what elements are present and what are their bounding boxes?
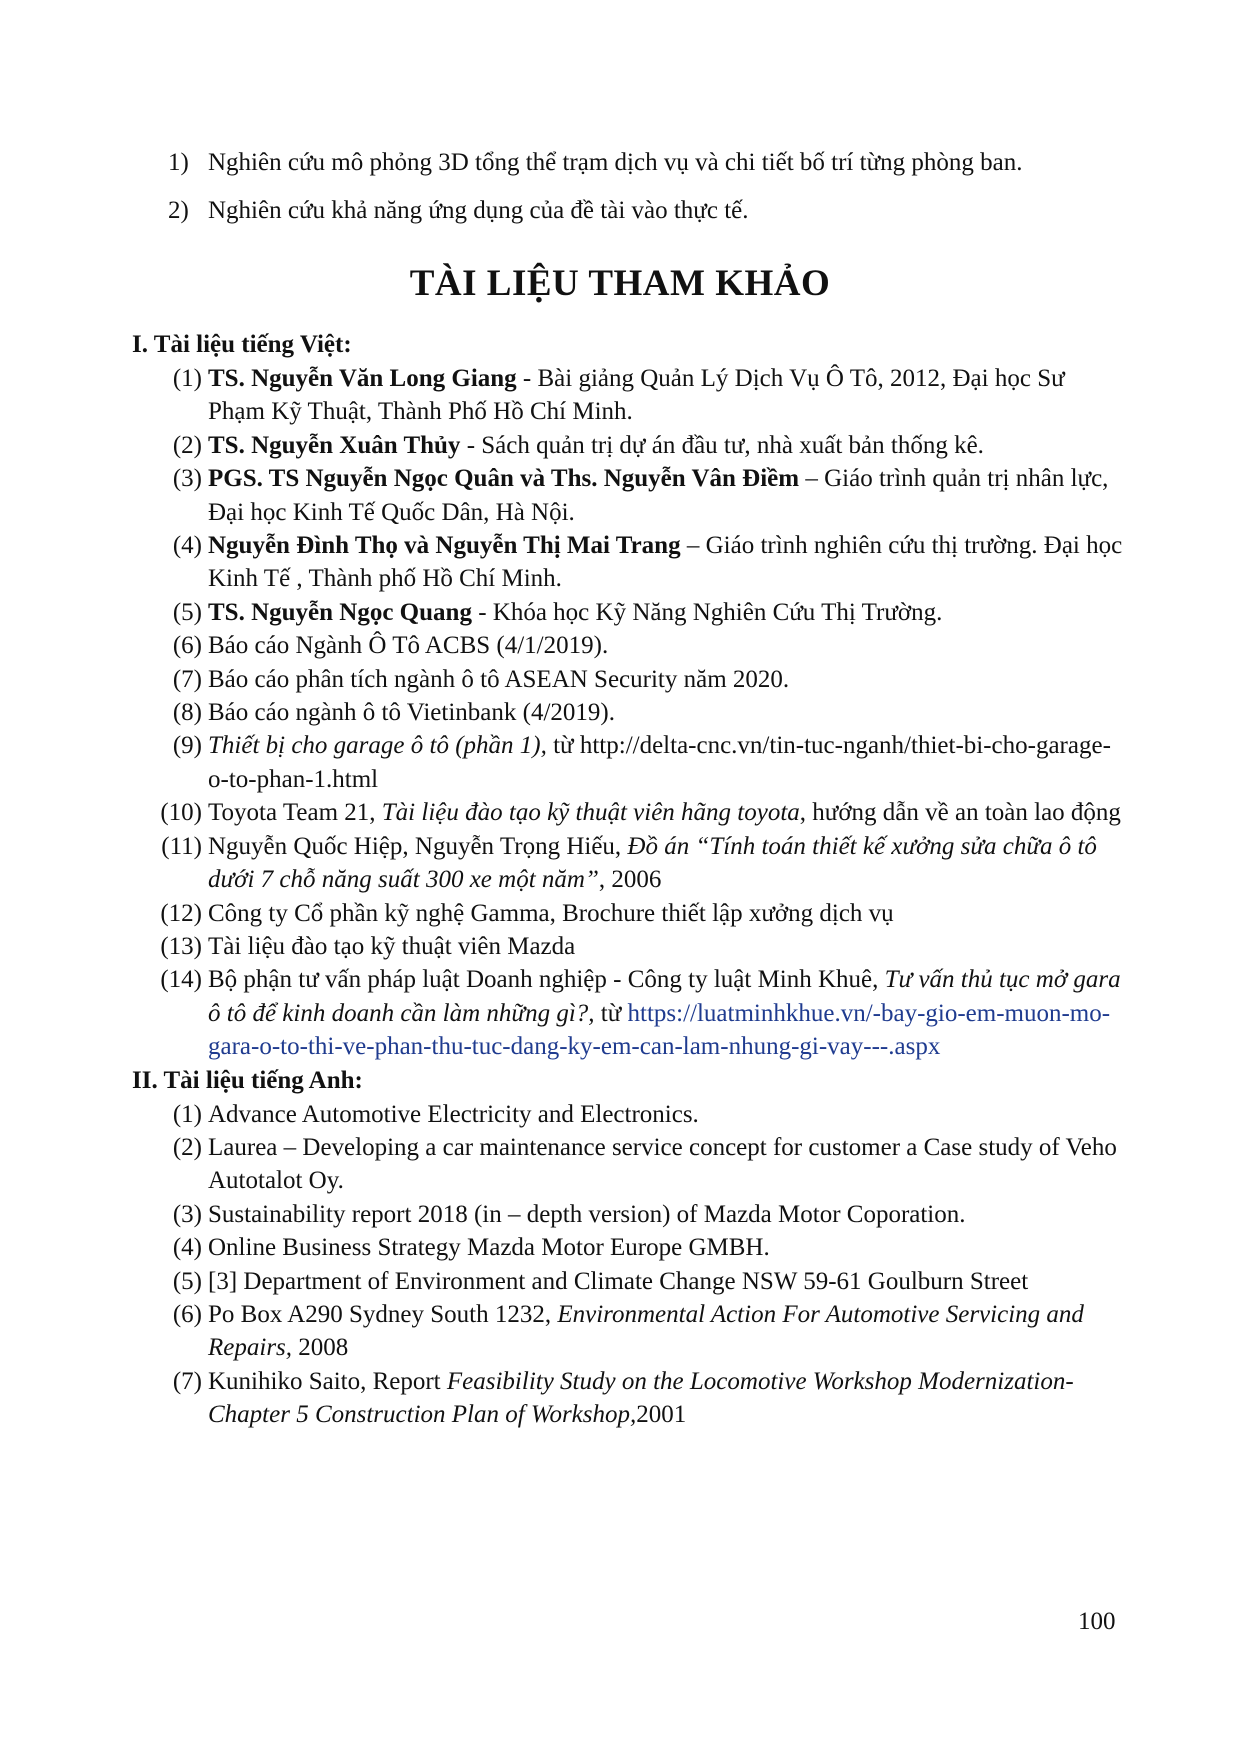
reference-item: [132, 796, 1132, 829]
reference-item: [132, 1231, 1132, 1264]
reference-number: (5): [172, 1267, 202, 1295]
reference-body: Tài liệu đào tạo kỹ thuật viên Mazda: [208, 932, 576, 960]
reference-list-english: [132, 1098, 1132, 1432]
reference-item: [132, 1131, 1132, 1198]
reference-number: (7): [172, 665, 202, 693]
reference-title: Tài liệu đào tạo kỹ thuật viên hãng toyota: [381, 799, 800, 827]
reference-text: [208, 529, 1132, 596]
reference-item: [132, 429, 1132, 462]
reference-body: Báo cáo Ngành Ô Tô ACBS (4/1/2019).: [208, 632, 609, 660]
reference-body: Công ty Cổ phần kỹ nghệ Gamma, Brochure thiết lập xưởng dịch vụ: [208, 899, 894, 927]
reference-number: (4): [172, 532, 202, 560]
reference-text: [208, 1365, 1132, 1432]
reference-number: (1): [172, 1100, 202, 1128]
reference-text: [208, 596, 1132, 629]
reference-number: (13): [160, 932, 202, 960]
reference-text: [208, 830, 1132, 897]
reference-title: Đồ án “Tính toán thiết kế xưởng sửa chữa ô tô dưới 7 chỗ năng suất 300 xe một năm”: [208, 832, 1097, 894]
reference-body: Báo cáo ngành ô tô Vietinbank (4/2019).: [208, 699, 615, 727]
intro-item: [168, 194, 1128, 228]
reference-number: (14): [160, 966, 202, 994]
intro-item-number: 1): [168, 149, 189, 176]
reference-body: - Bài giảng Quản Lý Dịch Vụ Ô Tô, 2012, Đại học Sư Phạm Kỹ Thuật, Thành Phố Hồ Chí Minh.: [208, 365, 1065, 426]
reference-body: Online Business Strategy Mazda Motor Europe GMBH.: [208, 1234, 770, 1262]
reference-number: (8): [172, 699, 202, 727]
reference-number: (11): [161, 832, 202, 860]
reference-text: [208, 429, 1132, 462]
intro-item-number: 2): [168, 197, 189, 224]
section-heading-vietnamese: I. Tài liệu tiếng Việt:: [132, 331, 352, 358]
intro-item: [168, 146, 1128, 180]
reference-author: TS. Nguyễn Xuân Thủy: [208, 431, 461, 459]
reference-item: [132, 529, 1132, 596]
reference-number: (4): [172, 1234, 202, 1262]
reference-text: [208, 362, 1132, 429]
reference-list-vietnamese: [132, 362, 1132, 1064]
reference-item: [132, 963, 1132, 1063]
reference-number: (2): [172, 431, 202, 459]
reference-suffix: từ: [594, 999, 628, 1027]
reference-title: Thiết bị cho garage ô tô (phần 1),: [208, 732, 547, 760]
page-number: 100: [1078, 1608, 1116, 1635]
reference-body: Toyota Team 21,: [208, 799, 382, 827]
reference-body: từ http://delta-cnc.vn/tin-tuc-nganh/thiet-bi-cho-garage-o-to-phan-1.html: [208, 732, 1111, 793]
reference-text: [208, 696, 1132, 729]
intro-item-text: Nghiên cứu khả năng ứng dụng của đề tài vào thực tế.: [208, 197, 749, 224]
reference-item: [132, 930, 1132, 963]
reference-text: [208, 897, 1132, 930]
reference-text: [208, 462, 1132, 529]
reference-item: [132, 362, 1132, 429]
reference-body: - Sách quản trị dự án đầu tư, nhà xuất bản thống kê.: [460, 431, 984, 459]
reference-item: [132, 1098, 1132, 1131]
references: [132, 328, 1132, 1432]
reference-body: Laurea – Developing a car maintenance service concept for customer a Case study of Veho Autotalot Oy.: [208, 1133, 1117, 1195]
reference-number: (9): [172, 732, 202, 760]
reference-item: [132, 1298, 1132, 1365]
reference-item: [132, 663, 1132, 696]
reference-suffix: , 2006: [598, 866, 662, 894]
reference-body: - Khóa học Kỹ Năng Nghiên Cứu Thị Trường.: [471, 598, 943, 626]
reference-author: TS. Nguyễn Ngọc Quang: [208, 598, 472, 626]
reference-text: [208, 1231, 1132, 1264]
reference-item: [132, 596, 1132, 629]
reference-item: [132, 629, 1132, 662]
reference-number: (10): [160, 799, 202, 827]
reference-number: (1): [172, 365, 202, 392]
section-heading-english: II. Tài liệu tiếng Anh:: [132, 1066, 363, 1094]
reference-text: [208, 1131, 1132, 1198]
reference-body: Sustainability report 2018 (in – depth version) of Mazda Motor Coporation.: [208, 1200, 966, 1228]
reference-text: [208, 930, 1132, 963]
reference-text: [208, 663, 1132, 696]
reference-body: Kunihiko Saito, Report: [208, 1367, 447, 1395]
reference-item: [132, 1365, 1132, 1432]
reference-author: PGS. TS Nguyễn Ngọc Quân và Ths. Nguyễn Vân Điềm: [208, 465, 800, 493]
reference-item: [132, 897, 1132, 930]
reference-number: (3): [172, 1200, 202, 1228]
intro-item-text: Nghiên cứu mô phỏng 3D tổng thể trạm dịch vụ và chi tiết bố trí từng phòng ban.: [208, 149, 1023, 176]
reference-body: [3] Department of Environment and Climate Change NSW 59-61 Goulburn Street: [208, 1267, 1029, 1295]
reference-body: Advance Automotive Electricity and Electronics.: [208, 1100, 699, 1128]
reference-body: – Giáo trình nghiên cứu thị trường. Đại học Kinh Tế , Thành phố Hồ Chí Minh.: [208, 532, 1123, 593]
reference-number: (12): [160, 899, 202, 927]
reference-text: [208, 796, 1132, 829]
reference-number: (6): [172, 1300, 202, 1328]
reference-suffix: 2001: [636, 1401, 687, 1429]
reference-number: (3): [172, 465, 202, 493]
reference-body: Po Box A290 Sydney South 1232,: [208, 1300, 558, 1328]
reference-suffix: , hướng dẫn về an toàn lao động: [799, 799, 1121, 827]
reference-link[interactable]: https://luatminhkhue.vn/-bay-gio-em-muon-mo-gara-o-to-thi-ve-phan-thu-tuc-dang-ky-em-can-lam-nhung-gi-vay---.aspx: [208, 999, 1111, 1061]
reference-body: – Giáo trình quản trị nhân lực, Đại học Kinh Tế Quốc Dân, Hà Nội.: [208, 465, 1109, 526]
reference-number: (6): [172, 632, 202, 660]
reference-item: [132, 1198, 1132, 1231]
reference-title: Environmental Action For Automotive Servicing and Repairs,: [208, 1300, 1084, 1362]
reference-body: Nguyễn Quốc Hiệp, Nguyễn Trọng Hiếu,: [208, 832, 628, 860]
reference-author: TS. Nguyễn Văn Long Giang: [208, 365, 517, 392]
reference-number: (5): [172, 598, 202, 626]
intro-list: [168, 146, 1128, 242]
reference-text: [208, 629, 1132, 662]
reference-item: [132, 1265, 1132, 1298]
reference-text: [208, 1298, 1132, 1365]
reference-title: Tư vấn thủ tục mở gara ô tô để kinh doanh cần làm những gì?,: [208, 966, 1121, 1027]
reference-number: (2): [172, 1133, 202, 1161]
reference-body: Báo cáo phân tích ngành ô tô ASEAN Security năm 2020.: [208, 665, 790, 693]
reference-number: (7): [172, 1367, 202, 1395]
reference-body: Bộ phận tư vấn pháp luật Doanh nghiệp - Công ty luật Minh Khuê,: [208, 966, 885, 994]
reference-item: [132, 462, 1132, 529]
reference-text: [208, 1265, 1132, 1298]
page-title: TÀI LIỆU THAM KHẢO: [409, 263, 831, 304]
reference-item: [132, 729, 1132, 796]
reference-text: [208, 1098, 1132, 1131]
reference-suffix: 2008: [292, 1334, 349, 1362]
reference-item: [132, 830, 1132, 897]
reference-item: [132, 696, 1132, 729]
reference-text: [208, 963, 1132, 1063]
reference-author: Nguyễn Đình Thọ và Nguyễn Thị Mai Trang: [208, 532, 681, 560]
reference-text: [208, 729, 1132, 796]
reference-title: Feasibility Study on the Locomotive Workshop Modernization-Chapter 5 Construction Plan of Workshop,: [208, 1367, 1074, 1429]
reference-text: [208, 1198, 1132, 1231]
